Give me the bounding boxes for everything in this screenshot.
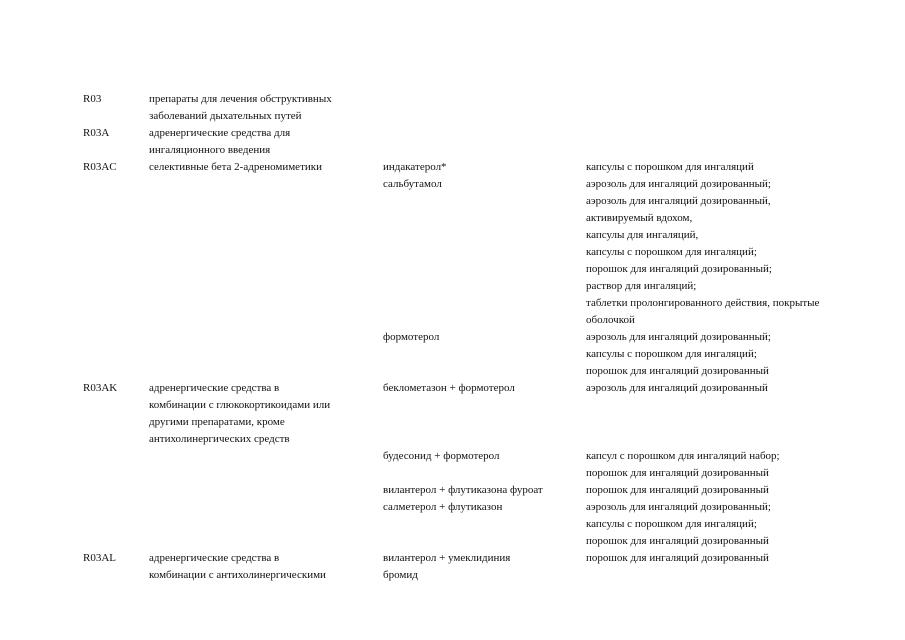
group-description-line: другими препаратами, кроме (149, 416, 285, 428)
drug-name-line: сальбутамол (383, 178, 442, 190)
dosage-form-line: раствор для ингаляций; (586, 280, 697, 292)
drug-name-line: беклометазон + формотерол (383, 382, 515, 394)
group-description-line: заболеваний дыхательных путей (149, 110, 302, 122)
atc-code: R03 (83, 93, 102, 105)
drug-name-line: вилантерол + флутиказона фуроат (383, 484, 543, 496)
drug-name-line: формотерол (383, 331, 440, 343)
atc-code: R03AC (83, 161, 117, 173)
dosage-form-line: капсулы с порошком для ингаляций; (586, 246, 757, 258)
dosage-form-line: оболочкой (586, 314, 635, 326)
dosage-form-line: капсулы с порошком для ингаляций; (586, 348, 757, 360)
drug-name-line: будесонид + формотерол (383, 450, 500, 462)
dosage-form-line: порошок для ингаляций дозированный (586, 467, 769, 479)
group-description-line: комбинации с антихолинергическими (149, 569, 326, 581)
dosage-form-line: капсулы с порошком для ингаляций (586, 161, 754, 173)
dosage-form-line: аэрозоль для ингаляций дозированный, (586, 195, 771, 207)
dosage-form-line: таблетки пролонгированного действия, покрытые (586, 297, 820, 309)
drug-name-line: салметерол + флутиказон (383, 501, 503, 513)
group-description-line: комбинации с глюкокортикоидами или (149, 399, 331, 411)
atc-code: R03AL (83, 552, 116, 564)
dosage-form-line: порошок для ингаляций дозированный (586, 365, 769, 377)
group-description-line: препараты для лечения обструктивных (149, 93, 332, 105)
group-description-line: ингаляционного введения (149, 144, 271, 156)
dosage-form-line: капсулы для ингаляций, (586, 229, 699, 241)
dosage-form-line: порошок для ингаляций дозированный; (586, 263, 772, 275)
dosage-form-line: порошок для ингаляций дозированный (586, 484, 769, 496)
dosage-form-line: порошок для ингаляций дозированный (586, 535, 769, 547)
dosage-form-line: аэрозоль для ингаляций дозированный; (586, 501, 771, 513)
group-description-line: селективные бета 2-адреномиметики (149, 161, 322, 173)
drug-name-line: индакатерол* (383, 161, 447, 173)
atc-code: R03A (83, 127, 110, 139)
group-description-line: адренергические средства в (149, 552, 280, 564)
dosage-form-line: аэрозоль для ингаляций дозированный (586, 382, 768, 394)
dosage-form-line: аэрозоль для ингаляций дозированный; (586, 331, 771, 343)
dosage-form-line: капсулы с порошком для ингаляций; (586, 518, 757, 530)
group-description-line: адренергические средства для (149, 127, 291, 139)
atc-code: R03AK (83, 382, 118, 394)
drug-name-line: бромид (383, 569, 418, 581)
group-description-line: адренергические средства в (149, 382, 280, 394)
dosage-form-line: активируемый вдохом, (586, 212, 693, 224)
dosage-form-line: порошок для ингаляций дозированный (586, 552, 769, 564)
dosage-form-line: капсул с порошком для ингаляций набор; (586, 450, 780, 462)
drug-name-line: вилантерол + умеклидиния (383, 552, 511, 564)
dosage-form-line: аэрозоль для ингаляций дозированный; (586, 178, 771, 190)
group-description-line: антихолинергических средств (149, 433, 290, 445)
